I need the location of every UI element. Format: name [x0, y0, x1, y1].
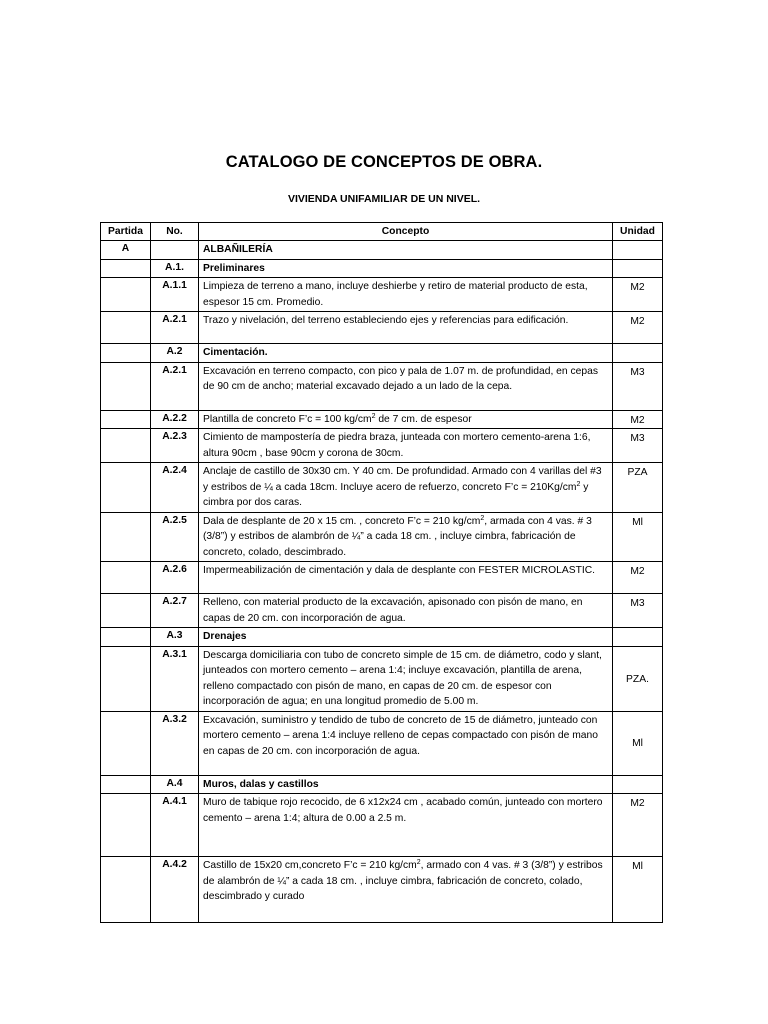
- concepto-text: , armada con 4 vas. # 3 (3/8”) y estribos de alambrón de ¼” a cada 18 cm. , incluye cimbra, fabricación de concreto, colado, descimbrado.: [203, 515, 592, 558]
- table-row: [101, 362, 663, 410]
- cell-no: A.4: [151, 775, 199, 794]
- cell-partida: [101, 259, 151, 278]
- cell-no: A.3.2: [151, 711, 199, 775]
- table-row: [101, 410, 663, 429]
- cell-concepto: Preliminares: [199, 259, 613, 278]
- concepto-text: Plantilla de concreto F’c = 100 kg/cm: [203, 413, 372, 425]
- table-row: [101, 594, 663, 628]
- cell-no: A.2: [151, 344, 199, 363]
- cell-concepto: Drenajes: [199, 628, 613, 647]
- cell-concepto: [199, 512, 613, 562]
- cell-unidad: [613, 775, 663, 794]
- cell-concepto: Cimentación.: [199, 344, 613, 363]
- cell-no: [151, 241, 199, 260]
- cell-concepto: [199, 410, 613, 429]
- table-row: [101, 775, 663, 794]
- concepto-text: Dala de desplante de 20 x 15 cm. , concreto F’c = 210 kg/cm: [203, 515, 481, 527]
- cell-concepto: Descarga domiciliaria con tubo de concreto simple de 15 cm. de diámetro, codo y slant, junteados con mortero cemento – arena 1:4; incluye excavación, plantilla de arena, relleno compactado con pisón de mano, en capas de 20 cm. de espesor con incorporación de agua; en una longitud promedio de 5.00 m.: [199, 646, 613, 711]
- cell-concepto: Muro de tabique rojo recocido, de 6 x12x24 cm , acabado común, junteado con mortero cemento – arena 1:4; altura de 0.00 a 2.5 m.: [199, 794, 613, 857]
- cell-concepto: Trazo y nivelación, del terreno estableciendo ejes y referencias para edificación.: [199, 312, 613, 344]
- superscript-two: 2: [480, 514, 485, 522]
- table-row: [101, 628, 663, 647]
- cell-no: A.2.5: [151, 512, 199, 562]
- table-row: [101, 278, 663, 312]
- cell-unidad: M2: [613, 278, 663, 312]
- cell-unidad: M2: [613, 562, 663, 594]
- table-row: [101, 562, 663, 594]
- cell-unidad: M2: [613, 410, 663, 429]
- concepto-text: de 7 cm. de espesor: [375, 413, 472, 425]
- concepto-text: , armado con 4 vas. # 3 (3/8”) y estribos de alambrón de ¼” a cada 18 cm. , incluye cimbra, fabricación de concreto, colado, descimbrado y curado: [203, 860, 603, 902]
- document-title: CATALOGO DE CONCEPTOS DE OBRA.: [225, 153, 543, 171]
- table-row: [101, 259, 663, 278]
- cell-partida: [101, 463, 151, 513]
- cell-no: A.2.1: [151, 312, 199, 344]
- table-row: [101, 512, 663, 562]
- cell-partida: [101, 711, 151, 775]
- header-no: No.: [151, 223, 199, 241]
- cell-partida: [101, 562, 151, 594]
- cell-concepto: Excavación, suministro y tendido de tubo de concreto de 15 de diámetro, junteado con mortero cemento – arena 1:4 incluye relleno de cepas compactado con pisón de mano en capas de 20 cm. con incorporación de agua.: [199, 711, 613, 775]
- table-row: [101, 646, 663, 711]
- table-row: [101, 711, 663, 775]
- cell-unidad: M3: [613, 429, 663, 463]
- cell-concepto: [199, 857, 613, 923]
- cell-unidad: PZA.: [613, 646, 663, 711]
- cell-unidad: [613, 628, 663, 647]
- cell-partida: [101, 775, 151, 794]
- document-subtitle: VIVIENDA UNIFAMILIAR DE UN NIVEL.: [287, 193, 481, 205]
- superscript-two: 2: [371, 412, 376, 420]
- concepto-text: Anclaje de castillo de 30x30 cm. Y 40 cm. De profundidad. Armado con 4 varillas del #3 y estribos de ¼ a cada 18cm. Incluye acero de refuerzo, concreto F’c = 210Kg/cm: [203, 466, 602, 493]
- cell-unidad: M3: [613, 594, 663, 628]
- table-row: [101, 463, 663, 513]
- cell-unidad: [613, 344, 663, 363]
- table-row: [101, 312, 663, 344]
- header-unidad: Unidad: [613, 223, 663, 241]
- superscript-two: 2: [576, 480, 581, 488]
- cell-partida: [101, 344, 151, 363]
- cell-partida: [101, 362, 151, 410]
- header-concepto: Concepto: [199, 223, 613, 241]
- cell-no: A.2.3: [151, 429, 199, 463]
- cell-partida: [101, 278, 151, 312]
- cell-no: A.3.1: [151, 646, 199, 711]
- cell-partida: A: [101, 241, 151, 260]
- cell-concepto: ALBAÑILERÍA: [199, 241, 613, 260]
- cell-unidad: [613, 241, 663, 260]
- table-row: [101, 429, 663, 463]
- cell-concepto: Muros, dalas y castillos: [199, 775, 613, 794]
- cell-no: A.4.1: [151, 794, 199, 857]
- header-partida: Partida: [101, 223, 151, 241]
- concepto-text: Castillo de 15x20 cm,concreto F’c = 210 kg/cm: [203, 860, 417, 871]
- cell-no: A.2.2: [151, 410, 199, 429]
- cell-unidad: M3: [613, 362, 663, 410]
- cell-concepto: [199, 463, 613, 513]
- cell-unidad: PZA: [613, 463, 663, 513]
- cell-no: A.4.2: [151, 857, 199, 923]
- cell-unidad: [613, 259, 663, 278]
- cell-unidad: M2: [613, 794, 663, 857]
- cell-partida: [101, 857, 151, 923]
- cell-concepto: Impermeabilización de cimentación y dala de desplante con FESTER MICROLASTIC.: [199, 562, 613, 594]
- cell-partida: [101, 794, 151, 857]
- cell-partida: [101, 628, 151, 647]
- table-row: [101, 794, 663, 857]
- cell-concepto: Limpieza de terreno a mano, incluye deshierbe y retiro de material producto de esta, espesor 15 cm. Promedio.: [199, 278, 613, 312]
- concepto-text: y cimbra por dos caras.: [203, 481, 589, 508]
- cell-no: A.1.1: [151, 278, 199, 312]
- cell-concepto: Relleno, con material producto de la excavación, apisonado con pisón de mano, en capas de 20 cm. con incorporación de agua.: [199, 594, 613, 628]
- cell-partida: [101, 410, 151, 429]
- table-row: [101, 241, 663, 260]
- cell-unidad: Ml: [613, 512, 663, 562]
- table-row: [101, 344, 663, 363]
- table-row: [101, 857, 663, 923]
- cell-concepto: Cimiento de mampostería de piedra braza, junteada con mortero cemento-arena 1:6, altura 90cm , base 90cm y corona de 30cm.: [199, 429, 613, 463]
- cell-partida: [101, 594, 151, 628]
- cell-no: A.3: [151, 628, 199, 647]
- cell-no: A.2.7: [151, 594, 199, 628]
- cell-unidad: M2: [613, 312, 663, 344]
- cell-unidad: Ml: [613, 857, 663, 923]
- cell-partida: [101, 512, 151, 562]
- cell-partida: [101, 646, 151, 711]
- cell-no: A.2.6: [151, 562, 199, 594]
- cell-partida: [101, 429, 151, 463]
- cell-partida: [101, 312, 151, 344]
- cell-no: A.2.4: [151, 463, 199, 513]
- concept-catalog-table: [100, 222, 663, 923]
- superscript-two: 2: [416, 859, 421, 866]
- cell-unidad: Ml: [613, 711, 663, 775]
- cell-no: A.1.: [151, 259, 199, 278]
- table-header-row: [101, 223, 663, 241]
- cell-no: A.2.1: [151, 362, 199, 410]
- cell-concepto: Excavación en terreno compacto, con pico y pala de 1.07 m. de profundidad, en cepas de 90 cm de ancho; material excavado dejado a un lado de la cepa.: [199, 362, 613, 410]
